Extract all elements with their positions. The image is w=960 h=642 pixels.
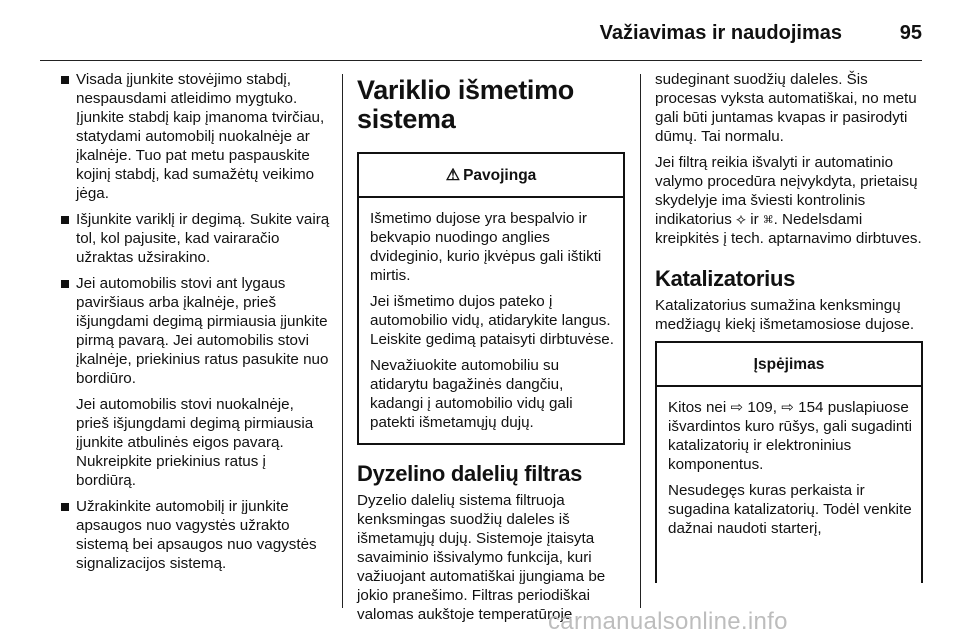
notice-paragraph: Kitos nei ⇨ 109, ⇨ 154 puslapiuose išvardintos kuro rūšys, gali sugadinti katalizatorių ir elektroninius komponentus. <box>668 399 912 473</box>
section-title-catalytic: Katalizatorius <box>655 266 796 291</box>
subsection-title-dpf: Dyzelino dalelių filtras <box>357 461 583 486</box>
list-item: Visada įjunkite stovėjimo stabdį, nespausdami atleidimo mygtuko. Įjunkite stabdį kaip įmanoma tvirčiau, statydami automobilį nuokalnėje ar įkalnėje. Tuo pat metu paspauskite kojinį stabdį, kad sumažėtų veikimo jėga. <box>60 70 330 203</box>
warning-triangle-icon: ⚠ <box>445 166 461 184</box>
page-number: 95 <box>899 22 922 44</box>
header-divider <box>40 60 922 61</box>
column-middle <box>357 70 625 631</box>
bullet-square-icon <box>61 216 69 224</box>
list-item-continuation: Jei automobilis stovi nuokalnėje, prieš išjungdami degimą pirmiausia įjunkite atbulinės eigos pavarą. Nukreipkite priekinius ratus į bordiūrą. <box>76 396 314 489</box>
bullet-square-icon <box>61 76 69 84</box>
column-right <box>655 70 923 583</box>
list-item: Užrakinkite automobilį ir įjunkite apsaugos nuo vagystės užrakto sistemą bei apsaugos nuo vagystės signalizacijos sistemą. <box>60 497 330 573</box>
column-left <box>60 70 330 580</box>
danger-paragraph: Nevažiuokite automobiliu su atidarytu bagažinės dangčiu, kadangi į automobilio vidų gali patekti išmetamųjų dujų. <box>370 357 573 431</box>
chapter-title: Važiavimas ir naudojimas <box>599 22 842 44</box>
column-divider-2 <box>640 74 641 608</box>
bullet-square-icon <box>61 280 69 288</box>
dpf-indicator-paragraph: Jei filtrą reikia išvalyti ir automatinio valymo procedūra neįvykdyta, prietaisų skydelyje ima šviesti kontrolinis indikatorius ⟡ ir ⌘. Nedelsdami kreipkitės į tech. aptarnavimo dirbtuves. <box>655 154 922 247</box>
section-title-exhaust: Variklio išmetimo sistema <box>357 75 574 134</box>
list-item: Išjunkite variklį ir degimą. Sukite vairą tol, kol pajusite, kad vairaračio užraktas užsirakino. <box>60 210 330 267</box>
notice-box-title: Įspėjimas <box>753 355 825 373</box>
danger-box-header <box>359 154 623 198</box>
notice-paragraph: Nesudegęs kuras perkaista ir sugadina katalizatorių. Todėl venkite dažnai naudoti starterį, <box>668 482 912 537</box>
notice-box-header <box>657 343 921 387</box>
notice-box-body <box>657 387 921 549</box>
danger-box-title: Pavojinga <box>463 166 537 184</box>
dpf-paragraph: Dyzelio dalelių sistema filtruoja kenksmingas suodžių daleles iš išmetamųjų dujų. Sistemoje įtaisyta savaiminio išsivalymo funkcija, kuri važiuojant automatiškai įjungiama be jokio pranešimo. Filtras periodiškai valomas aukštoje temperatūroje <box>357 492 606 623</box>
danger-box <box>357 152 625 445</box>
column-divider-1 <box>342 74 343 608</box>
bullet-square-icon <box>61 503 69 511</box>
list-item: Jei automobilis stovi ant lygaus paviršiaus arba įkalnėje, prieš išjungdami degimą pirmiausia įjunkite pirmą pavarą. Jei automobilis stovi įkalnėje, priekinius ratus pasukite nuo bordiūro. <box>60 274 330 388</box>
dpf-continuation: sudeginant suodžių daleles. Šis procesas vyksta automatiškai, no metu gali būti juntamas kvapas ir pasirodyti dūmų. Tai normalu. <box>655 71 917 145</box>
watermark: carmanualsonline.info <box>548 608 788 635</box>
page-header <box>0 0 960 62</box>
danger-box-body <box>359 198 623 443</box>
danger-paragraph: Jei išmetimo dujos pateko į automobilio vidų, atidarykite langus. Leiskite gedimą pataisyti dirbtuvėse. <box>370 293 614 348</box>
notice-box <box>655 341 923 583</box>
catalytic-paragraph: Katalizatorius sumažina kenksmingų medžiagų kiekį išmetamosiose dujose. <box>655 297 915 333</box>
danger-paragraph: Išmetimo dujose yra bespalvio ir bekvapio nuodingo anglies dvideginio, kurio įkvėpus gali ištikti mirtis. <box>370 210 602 284</box>
